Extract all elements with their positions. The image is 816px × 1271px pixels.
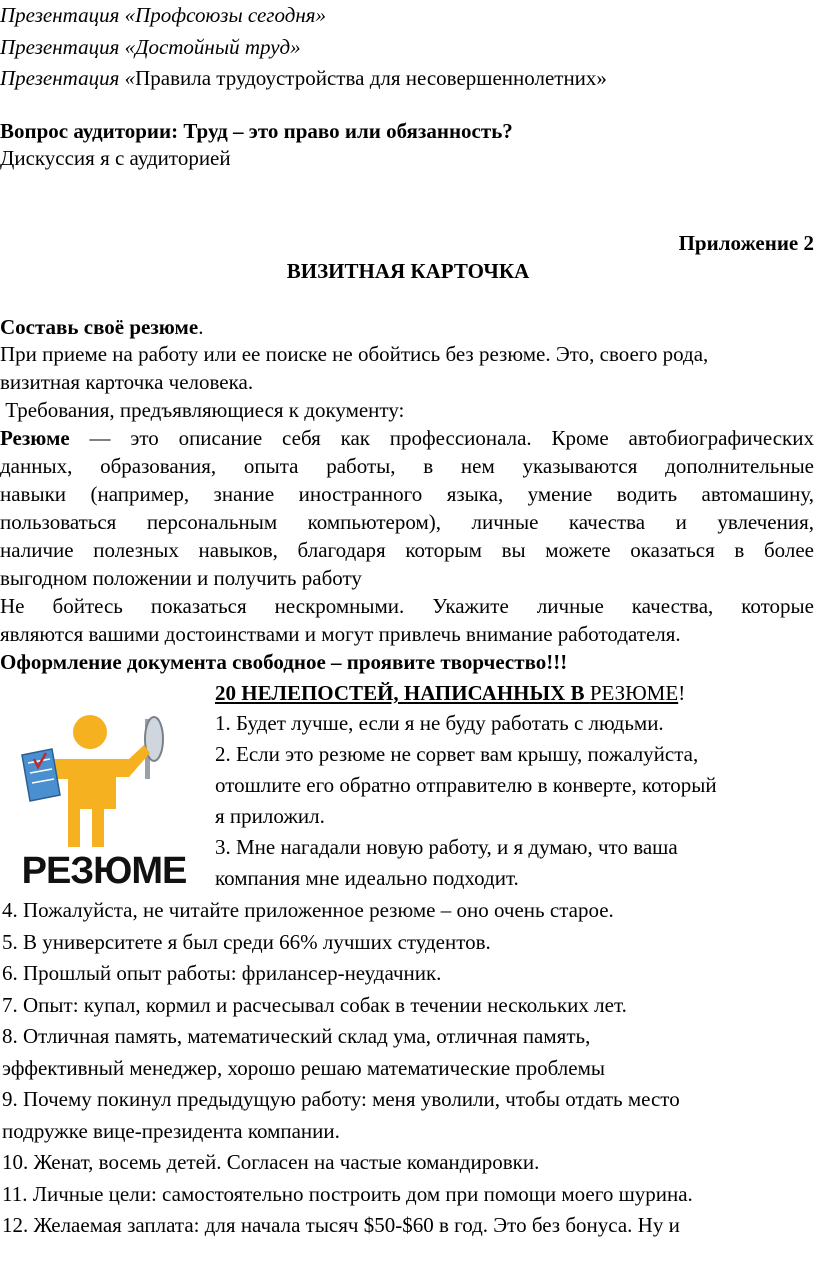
list-item-line: 3. Мне нагадали новую работу, и я думаю, что ваша xyxy=(215,835,678,859)
discussion-line: Дискуссия я с аудиторией xyxy=(0,146,231,170)
list-item: 12. Желаемая заплата: для начала тысяч $50-$60 в год. Это без бонуса. Ну и xyxy=(2,1213,680,1237)
figure-head xyxy=(73,715,107,749)
list-item: 7. Опыт: купал, кормил и расчесывал собак в течении нескольких лет. xyxy=(2,992,627,1017)
presentation-line-3 xyxy=(0,65,607,92)
advice-line-1: Не бойтесь показаться нескромными. Укажите личные качества, которые xyxy=(0,594,814,618)
list-item: 10. Женат, восемь детей. Согласен на частые командировки. xyxy=(2,1150,540,1174)
figure-body xyxy=(54,745,150,847)
list-item xyxy=(215,739,717,832)
list-heading xyxy=(215,680,685,707)
list-item-line: отошлите его обратно отправителю в конверте, который xyxy=(215,773,717,797)
resume-heading-tail: . xyxy=(198,315,204,339)
list-item: 5. В университете я был среди 66% лучших студентов. xyxy=(2,929,491,954)
appendix-label: Приложение 2 xyxy=(678,231,814,255)
definition-text: — это описание себя как профессионала. Кроме автобиографических xyxy=(69,426,814,450)
list-item-line: 8. Отличная память, математический склад ума, отличная память, xyxy=(2,1024,591,1048)
resume-heading xyxy=(0,314,203,341)
presentation-line-1 xyxy=(0,2,326,29)
resume-paper-icon xyxy=(22,749,60,801)
resume-logo-text: РЕЗЮМЕ xyxy=(21,850,187,892)
audience-question: Вопрос аудитории: Труд – это право или обязанность? xyxy=(0,119,513,143)
definition-line-3: навыки (например, знание иностранного языка, умение водить автомашину, xyxy=(0,482,814,506)
intro-line-1: При приеме на работу или ее поиске не обойтись без резюме. Это, своего рода, xyxy=(0,342,709,366)
definition-line-4: пользоваться персональным компьютером), личные качества и увлечения, xyxy=(0,510,814,534)
resume-illustration xyxy=(4,697,204,897)
list-item-line: компания мне идеально подходит. xyxy=(215,866,519,890)
list-item xyxy=(2,1021,693,1084)
items-full xyxy=(2,895,693,1242)
presentation-title: «Профсоюзы сегодня» xyxy=(124,3,327,27)
list-item xyxy=(215,832,717,894)
intro-line-3: Требования, предъявляющиеся к документу: xyxy=(0,398,405,422)
list-item: 11. Личные цели: самостоятельно построить дом при помощи моего шурина. xyxy=(2,1181,693,1206)
list-item: 6. Прошлый опыт работы: фрилансер-неудачник. xyxy=(2,961,442,985)
list-item xyxy=(2,1084,693,1147)
list-item-line: я приложил. xyxy=(215,804,325,828)
person-with-resume-icon xyxy=(4,697,204,897)
list-item-line: 9. Почему покинул предыдущую работу: меня уволили, чтобы отдать место xyxy=(2,1087,680,1111)
presentation-line-2 xyxy=(0,34,301,61)
list-item-line: подружке вице-президента компании. xyxy=(2,1118,340,1143)
list-item-line: эффективный менеджер, хорошо решаю математические проблемы xyxy=(2,1055,605,1080)
presentation-title: «Достойный труд» xyxy=(124,35,301,59)
definition-term: Резюме xyxy=(0,426,70,450)
intro-line-2: визитная карточка человека. xyxy=(0,370,254,394)
resume-heading-bold: Составь своё резюме xyxy=(0,315,199,339)
list-item: 1. Будет лучше, если я не буду работать с людьми. xyxy=(215,711,664,735)
definition-line-5: наличие полезных навыков, благодаря которым вы можете оказаться в более xyxy=(0,538,814,562)
list-item-line: 2. Если это резюме не сорвет вам крышу, пожалуйста, xyxy=(215,742,699,766)
presentation-prefix: Презентация xyxy=(0,3,120,27)
list-heading-bold: 20 НЕЛЕПОСТЕЙ, НАПИСАННЫХ В xyxy=(215,681,590,705)
definition-line-2: данных, образования, опыта работы, в нем указываются дополнительные xyxy=(0,454,814,478)
advice-line-2: являются вашими достоинствами и могут привлечь внимание работодателя. xyxy=(0,622,681,646)
list-heading-resume: РЕЗЮМЕ xyxy=(589,681,679,705)
items-beside xyxy=(215,708,717,894)
definition-line-6: выгодном положении и получить работу xyxy=(0,566,362,590)
list-heading-tail: ! xyxy=(678,681,686,705)
definition-line-1 xyxy=(0,425,814,452)
format-note: Оформление документа свободное – проявите творчество!!! xyxy=(0,650,568,674)
list-item: 4. Пожалуйста, не читайте приложенное резюме – оно очень старое. xyxy=(2,898,614,922)
presentation-prefix: Презентация xyxy=(0,35,120,59)
presentation-prefix: Презентация « xyxy=(0,66,136,90)
card-title: ВИЗИТНАЯ КАРТОЧКА xyxy=(286,259,530,283)
presentation-title: Правила трудоустройства для несовершеннолетних» xyxy=(135,66,607,90)
